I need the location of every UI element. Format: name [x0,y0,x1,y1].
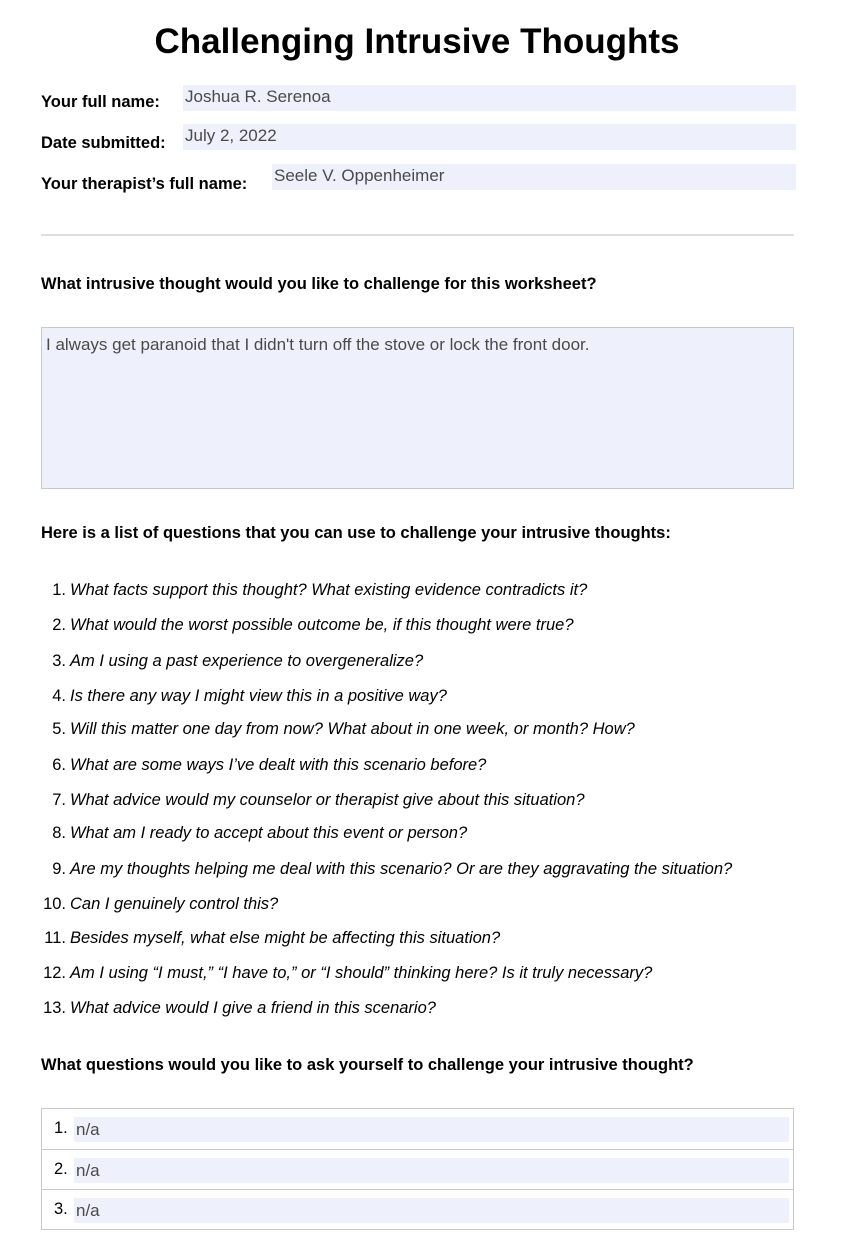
row-number: 3. [54,1200,68,1218]
list-item: 10. Can I genuinely control this? [43,895,279,913]
table-row [42,1189,793,1229]
thought-answer-field[interactable]: I always get paranoid that I didn't turn off the stove or lock the front door. [41,327,794,489]
list-item: 2. What would the worst possible outcome be, if this thought were true? [52,616,574,634]
list-item: 12. Am I using “I must,” “I have to,” or “I should” thinking here? Is it truly necessary? [43,964,653,982]
list-item: 5. Will this matter one day from now? What about in one week, or month? How? [52,720,635,738]
section-divider [41,234,794,236]
full-name-field[interactable]: Joshua R. Serenoa [183,85,796,111]
row-number: 1. [54,1119,68,1137]
list-item: 1. What facts support this thought? What existing evidence contradicts it? [52,581,588,599]
table-row [42,1109,793,1149]
list-item: 7. What advice would my counselor or therapist give about this situation? [52,791,585,809]
list-item: 6. What are some ways I’ve dealt with this scenario before? [52,756,487,774]
list-item: 13. What advice would I give a friend in this scenario? [43,999,436,1017]
selected-questions-table [41,1108,794,1230]
selected-question-field-3[interactable]: n/a [74,1198,789,1223]
table-row [42,1149,793,1189]
selected-questions-heading: What questions would you like to ask yourself to challenge your intrusive thought? [41,1056,694,1074]
date-submitted-label: Date submitted: [41,134,166,152]
full-name-label: Your full name: [41,93,160,111]
page-title: Challenging Intrusive Thoughts [154,22,680,61]
list-item: 8. What am I ready to accept about this event or person? [52,824,468,842]
list-item: 9. Are my thoughts helping me deal with this scenario? Or are they aggravating the situation? [52,860,733,878]
list-item: 11. Besides myself, what else might be affecting this situation? [44,929,501,947]
questions-list-heading: Here is a list of questions that you can use to challenge your intrusive thoughts: [41,524,671,542]
list-item: 3. Am I using a past experience to overgeneralize? [52,652,424,670]
list-item: 4. Is there any way I might view this in a positive way? [52,687,447,705]
thought-question: What intrusive thought would you like to challenge for this worksheet? [41,275,597,293]
row-number: 2. [54,1160,68,1178]
selected-question-field-1[interactable]: n/a [74,1117,789,1142]
therapist-name-field[interactable]: Seele V. Oppenheimer [272,164,796,190]
therapist-name-label: Your therapist’s full name: [41,175,248,193]
date-submitted-field[interactable]: July 2, 2022 [183,124,796,150]
selected-question-field-2[interactable]: n/a [74,1158,789,1183]
